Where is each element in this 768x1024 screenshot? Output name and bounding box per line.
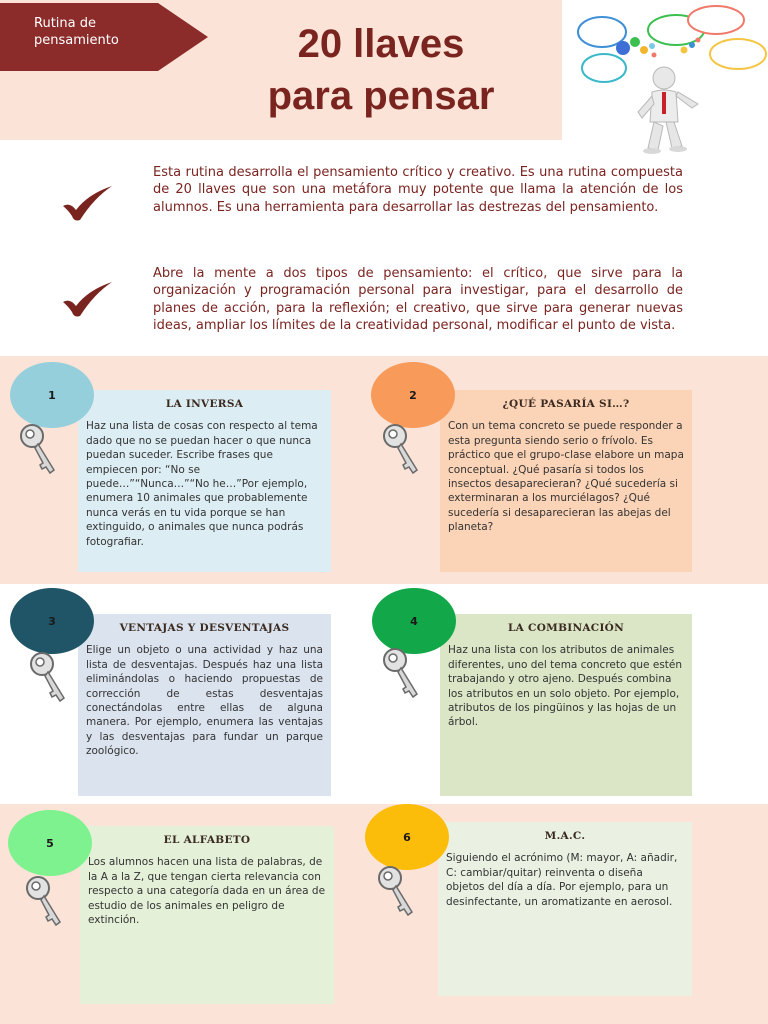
page-title-line2: para pensar: [267, 74, 495, 118]
checkmark-icon: [60, 184, 114, 224]
key-number-badge: 4: [372, 588, 456, 654]
key-card-body: Elige un objeto o una actividad y haz una lista de desventajas. Después haz una lista eliminándolas o haciendo propuestas de corrección de estas desventajas conectándolas entre ellas de alguna manera. Por ejemplo, enumera las ventajas y las desventajas para fundar un parque zoológico.: [86, 644, 323, 758]
key-icon: [376, 862, 420, 920]
key-card-3: [78, 614, 331, 796]
key-icon: [24, 872, 68, 930]
key-card-title: M.A.C.: [544, 830, 586, 842]
key-card-4: [440, 614, 692, 796]
routine-tag-label: Rutina de pensamiento: [34, 16, 119, 48]
key-card-body: Con un tema concreto se puede responder a esta pregunta siendo serio o frívolo. Es práctico que el grupo-clase elabore un mapa conceptual. ¿Qué pasaría si todos los insectos desaparecieran? ¿Qué sucedería si exterminaran a los murciélagos? ¿Qué sucedería si desaparecieran las abejas del planeta?: [448, 420, 684, 534]
key-number-badge: 5: [8, 810, 92, 876]
key-card-6: [438, 822, 692, 996]
key-card-1: [78, 390, 331, 572]
key-card-title: VENTAJAS Y DESVENTAJAS: [119, 622, 290, 634]
key-icon: [381, 644, 425, 702]
key-number-badge: 6: [365, 804, 449, 870]
key-card-title: LA COMBINACIÓN: [507, 622, 625, 634]
key-number-badge: 2: [371, 362, 455, 428]
key-number-badge: 3: [10, 588, 94, 654]
key-icon: [18, 420, 62, 478]
key-card-body: Haz una lista con los atributos de animales diferentes, uno del tema concreto que estén trabajando y otro ajeno. Después combina los atributos en un solo objeto. Por ejemplo, atributos de los pingüinos y las hojas de un árbol.: [448, 644, 683, 729]
intro-paragraph-2: Abre la mente a dos tipos de pensamiento: el crítico, que sirve para la organización y programación personal para investigar, para el desarrollo de planes de acción, para la reflexión; el creativo, que sirve para generar nuevas ideas, ampliar los límites de la creatividad personal, modificar el punto de vista.: [153, 266, 683, 334]
key-card-body: Haz una lista de cosas con respecto al tema dado que no se puedan hacer o que nunca puedan suceder. Escribe frases que empiecen por: “No se puede…”“Nunca…”“No he…”Por ejemplo, enumera 10 animales que probablemente nunca verás en tu vida porque se han extinguido, o animales que nunca podrás fotografiar.: [86, 420, 318, 548]
intro-paragraph-1: Esta rutina desarrolla el pensamiento crítico y creativo. Es una rutina compuesta de 20 llaves que son una metáfora muy potente que llama la atención de los alumnos. Es una herramienta para desarrollar las destrezas del pensamiento.: [153, 165, 683, 215]
key-number-badge: 1: [10, 362, 94, 428]
key-card-body: Siguiendo el acrónimo (M: mayor, A: añadir, C: cambiar/quitar) reinventa o diseña objetos del día a día. Por ejemplo, para un desinfectante, un aromatizante en aerosol.: [446, 852, 678, 908]
key-card-2: [440, 390, 692, 572]
key-card-title: ¿QUÉ PASARÍA SI…?: [502, 398, 630, 410]
key-card-body: Los alumnos hacen una lista de palabras, de la A a la Z, que tengan cierta relevancia con respecto a una categoría dada en un área de estudio de los animales en peligro de extinción.: [88, 856, 326, 927]
page-title: [226, 18, 536, 122]
key-card-5: [80, 826, 334, 1004]
checkmark-icon: [60, 280, 114, 320]
key-icon: [28, 648, 72, 706]
key-card-title: LA INVERSA: [165, 398, 244, 410]
key-card-title: EL ALFABETO: [163, 834, 251, 846]
key-icon: [381, 420, 425, 478]
thinking-figure-illustration: [568, 0, 768, 168]
page-title-line1: 20 llaves: [297, 22, 465, 66]
